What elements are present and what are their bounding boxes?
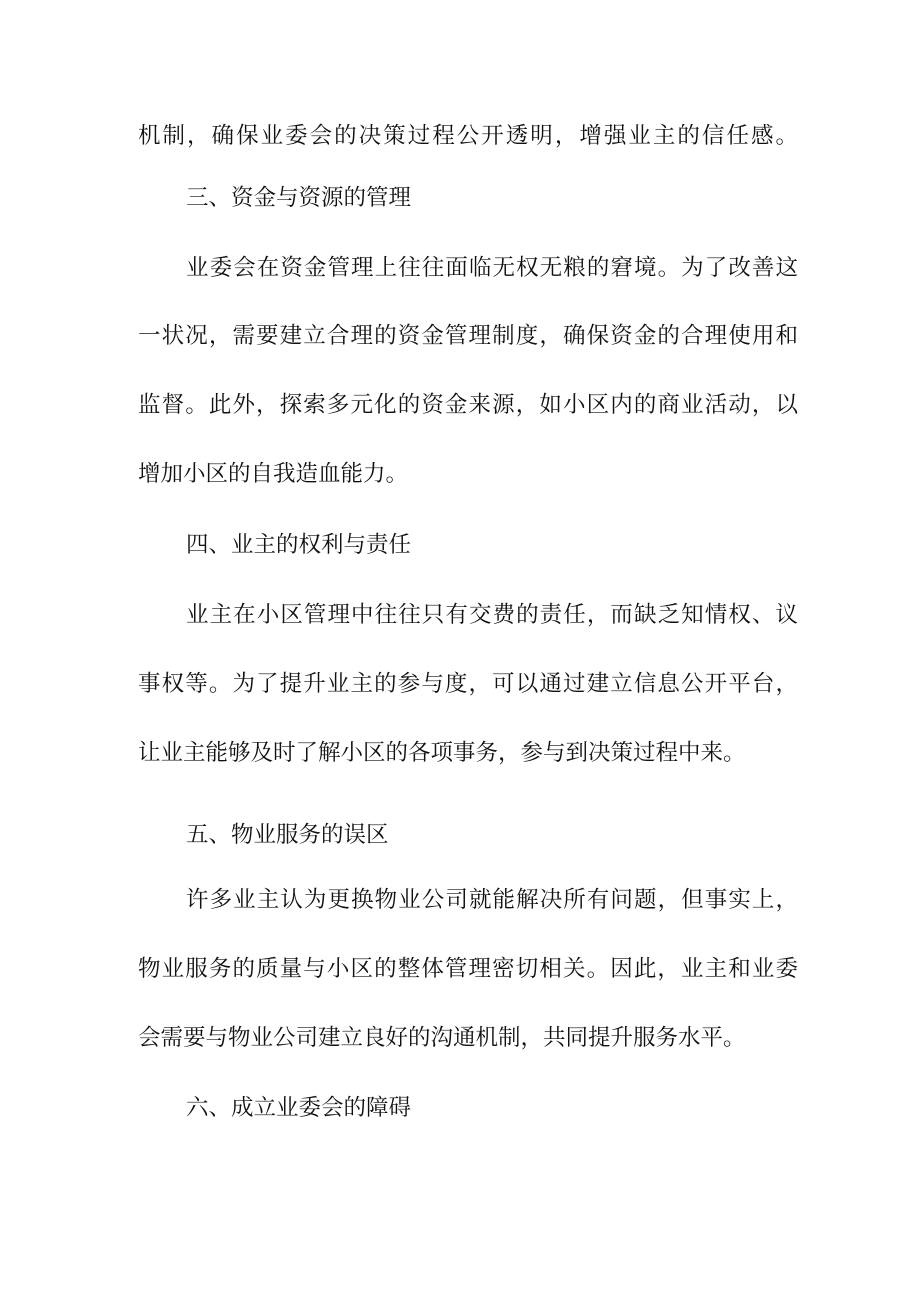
paragraph-line: 物业服务的质量与小区的整体管理密切相关。因此，业主和业委	[138, 956, 798, 982]
paragraph-line: 监督。此外，探索多元化的资金来源，如小区内的商业活动，以	[138, 392, 798, 418]
paragraph-line: 增加小区的自我造血能力。	[138, 461, 409, 487]
section-heading: 三、资金与资源的管理	[186, 185, 412, 211]
paragraph-line: 机制，确保业委会的决策过程公开透明，增强业主的信任感。	[138, 123, 798, 149]
paragraph-line: 会需要与物业公司建立良好的沟通机制，共同提升服务水平。	[138, 1025, 746, 1051]
paragraph-line: 业主在小区管理中往往只有交费的责任，而缺乏知情权、议	[186, 602, 798, 628]
paragraph-line: 一状况，需要建立合理的资金管理制度，确保资金的合理使用和	[138, 323, 798, 349]
paragraph-line: 让业主能够及时了解小区的各项事务，参与到决策过程中来。	[138, 740, 746, 766]
paragraph-line: 事权等。为了提升业主的参与度，可以通过建立信息公开平台，	[138, 671, 798, 697]
section-heading: 六、成立业委会的障碍	[186, 1095, 412, 1121]
section-heading: 五、物业服务的误区	[186, 822, 389, 848]
section-heading: 四、业主的权利与责任	[186, 532, 412, 558]
paragraph-line: 许多业主认为更换物业公司就能解决所有问题，但事实上，	[186, 887, 798, 913]
paragraph-line: 业委会在资金管理上往往面临无权无粮的窘境。为了改善这	[186, 255, 798, 281]
